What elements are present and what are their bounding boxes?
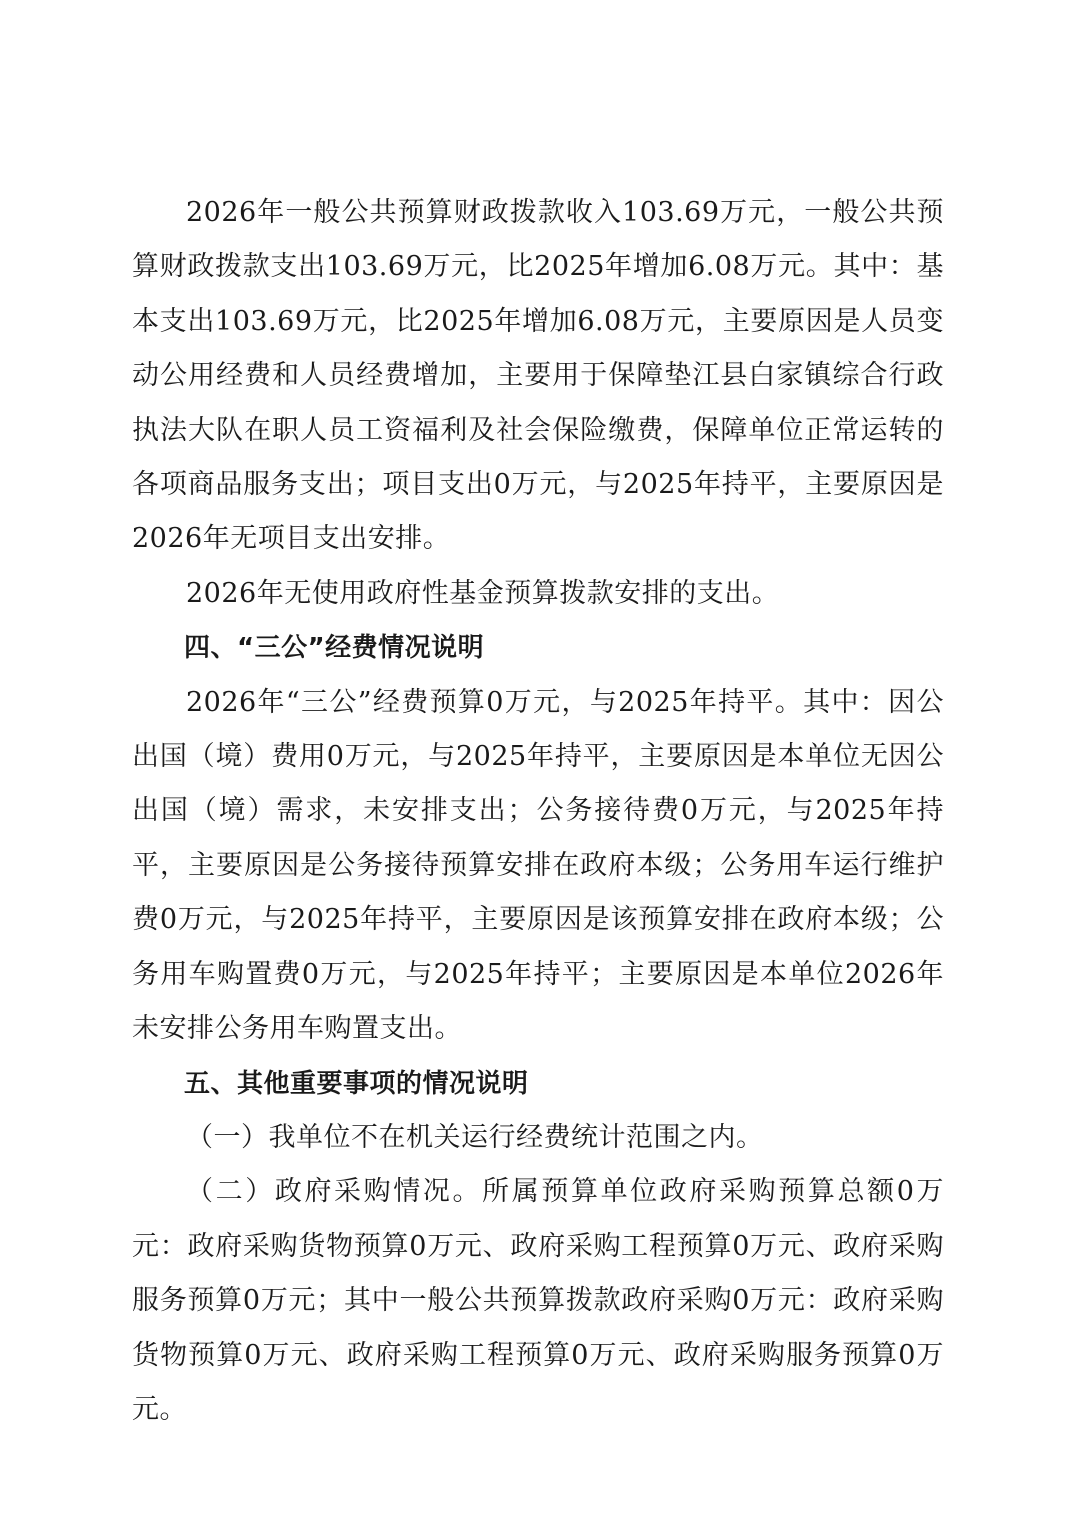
section-heading-three-public: 四、“三公”经费情况说明 — [184, 633, 485, 664]
paragraph-government-procurement: （二）政府采购情况。所属预算单位政府采购预算总额0万元：政府采购货物预算0万元、政府采购工程预算0万元、政府采购服务预算0万元；其中一般公共预算拨款政府采购0万元：政府采购货物预算0万元、政府采购工程预算0万元、政府采购服务预算0万元。 — [132, 1176, 944, 1425]
paragraph-general-budget: 2026年一般公共预算财政拨款收入103.69万元，一般公共预算财政拨款支出103.69万元，比2025年增加6.08万元。其中：基本支出103.69万元，比2025年增加6.08万元，主要原因是人员变动公用经费和人员经费增加，主要用于保障垫江县白家镇综合行政执法大队在职人员工资福利及社会保险缴费，保障单位正常运转的各项商品服务支出；项目支出0万元，与2025年持平，主要原因是2026年无项目支出安排。 — [132, 197, 944, 555]
section-heading-other-matters: 五、其他重要事项的情况说明 — [184, 1068, 529, 1099]
document-page — [132, 186, 944, 1437]
paragraph-fund-budget: 2026年无使用政府性基金预算拨款安排的支出。 — [186, 577, 780, 609]
paragraph-operating-expenses: （一）我单位不在机关运行经费统计范围之内。 — [186, 1121, 764, 1153]
paragraph-three-public-expenses: 2026年“三公”经费预算0万元，与2025年持平。其中：因公出国（境）费用0万元，与2025年持平，主要原因是本单位无因公出国（境）需求，未安排支出；公务接待费0万元，与2025年持平，主要原因是公务接待预算安排在政府本级；公务用车运行维护费0万元，与2025年持平，主要原因是该预算安排在政府本级；公务用车购置费0万元，与2025年持平；主要原因是本单位2026年未安排公务用车购置支出。 — [132, 686, 944, 1045]
